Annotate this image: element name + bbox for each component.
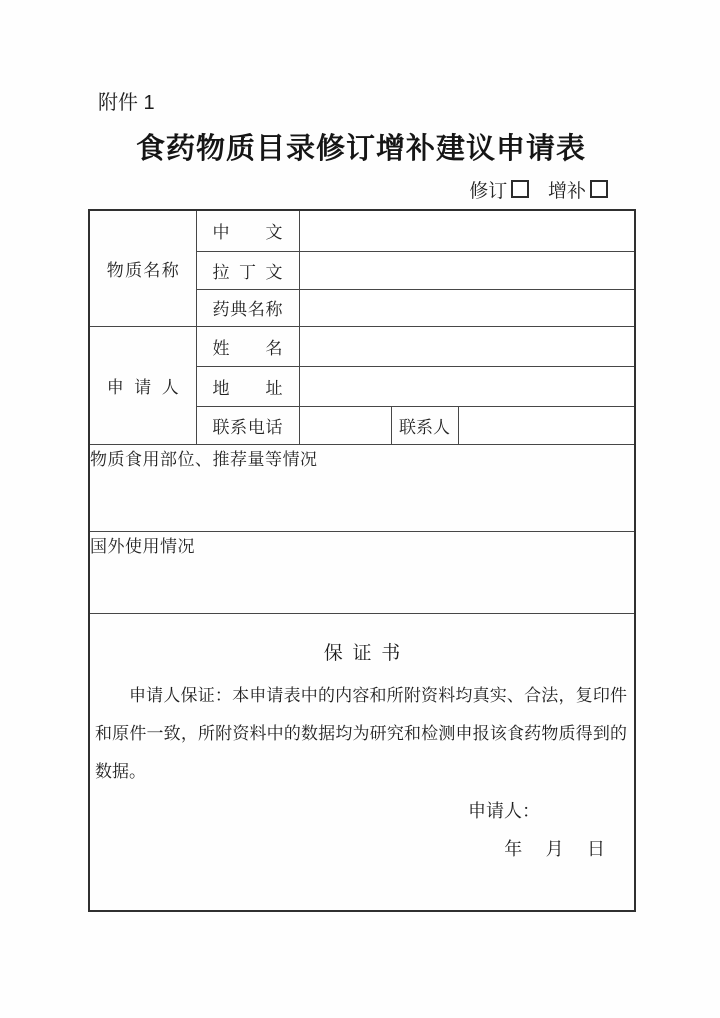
phone-label-text: 联系电话 — [212, 417, 283, 437]
edible-parts-label: 物质食用部位、推荐量等情况 — [90, 449, 318, 469]
form-type-selector — [88, 176, 634, 203]
signature-line[interactable]: 申请人： — [468, 800, 540, 821]
application-table — [88, 209, 636, 912]
attachment-label: 附件 1 — [98, 92, 155, 114]
applicant-name-label-text: 姓名 — [212, 338, 283, 358]
guarantee-heading: 保 证 书 — [323, 642, 401, 664]
substance-name-group-label — [89, 210, 196, 326]
phone-label — [196, 406, 299, 444]
applicant-group-text: 申请人 — [106, 377, 179, 397]
chinese-name-input[interactable] — [299, 210, 635, 251]
phone-input[interactable] — [299, 406, 391, 444]
contact-person-input[interactable] — [458, 406, 635, 444]
latin-name-label-text: 拉丁文 — [212, 262, 283, 282]
pharmacopoeia-name-input[interactable] — [299, 289, 635, 326]
address-input[interactable] — [299, 366, 635, 406]
revise-label: 修订 — [469, 181, 508, 202]
chinese-name-label — [196, 210, 299, 251]
pharmacopoeia-name-label-text: 药典名称 — [212, 300, 283, 319]
substance-name-group-text: 物质名称 — [106, 260, 179, 280]
type-option-supplement — [548, 176, 608, 203]
address-label-text: 地址 — [212, 378, 283, 398]
applicant-name-input[interactable] — [299, 326, 635, 366]
foreign-usage-label: 国外使用情况 — [90, 536, 195, 556]
edible-parts-cell[interactable] — [89, 444, 635, 531]
latin-name-label — [196, 251, 299, 289]
applicant-name-label — [196, 326, 299, 366]
pharmacopoeia-name-label — [196, 289, 299, 326]
address-label — [196, 366, 299, 406]
guarantee-cell — [89, 613, 635, 911]
date-line[interactable]: 年 月 日 — [504, 838, 605, 859]
page-title: 食药物质目录修订增补建议申请表 — [135, 133, 586, 165]
chinese-name-label-text: 中文 — [212, 223, 283, 243]
foreign-usage-cell[interactable] — [89, 531, 635, 613]
supplement-label: 增补 — [547, 181, 586, 202]
supplement-checkbox[interactable] — [590, 180, 608, 198]
applicant-group-label — [89, 326, 196, 444]
type-option-revise — [469, 176, 529, 203]
guarantee-body-text: 申请人保证：本申请表中的内容和所附资料均真实、合法，复印件和原件一致，所附资料中的数据均为研究和检测申报该食药物质得到的数据。 — [95, 685, 627, 781]
latin-name-input[interactable] — [299, 251, 635, 289]
contact-person-label — [391, 406, 458, 444]
contact-person-label-text: 联系人 — [399, 417, 450, 437]
revise-checkbox[interactable] — [511, 180, 529, 198]
